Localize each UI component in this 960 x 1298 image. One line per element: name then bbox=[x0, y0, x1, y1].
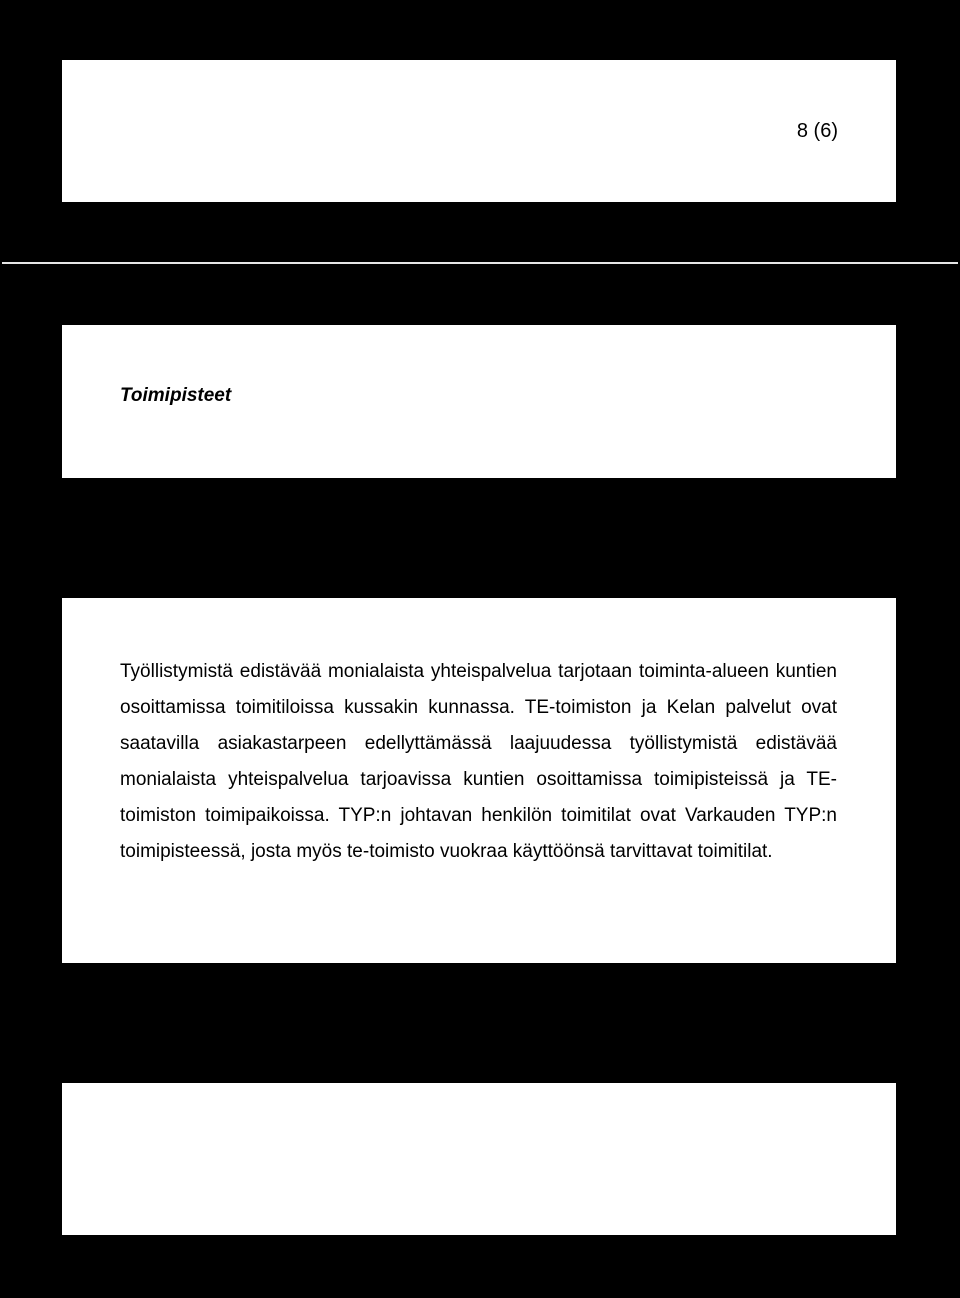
page-header-panel bbox=[62, 60, 896, 202]
section-title: Toimipisteet bbox=[120, 385, 232, 406]
page-footer-panel bbox=[62, 1083, 896, 1235]
section-heading-panel bbox=[62, 325, 896, 478]
page-divider bbox=[2, 262, 958, 264]
page-number: 8 (6) bbox=[796, 120, 838, 142]
section-body-panel bbox=[62, 598, 896, 963]
body-paragraph: Työllistymistä edistävää monialaista yhteispalvelua tarjotaan toiminta-alueen kuntien osoittamissa toimitiloissa kussakin kunnassa. TE-toimiston ja Kelan palvelut ovat saatavilla asiakastarpeen edellyttämässä laajuudessa työllistymistä edistävää monialaista yhteispalvelua tarjoavissa kuntien osoittamissa toimipisteissä ja TE-toimiston toimipaikoissa. TYP:n johtavan henkilön toimitilat ovat Varkauden TYP:n toimipisteessä, josta myös te-toimisto vuokraa käyttöönsä tarvittavat toimitilat. bbox=[120, 661, 837, 862]
